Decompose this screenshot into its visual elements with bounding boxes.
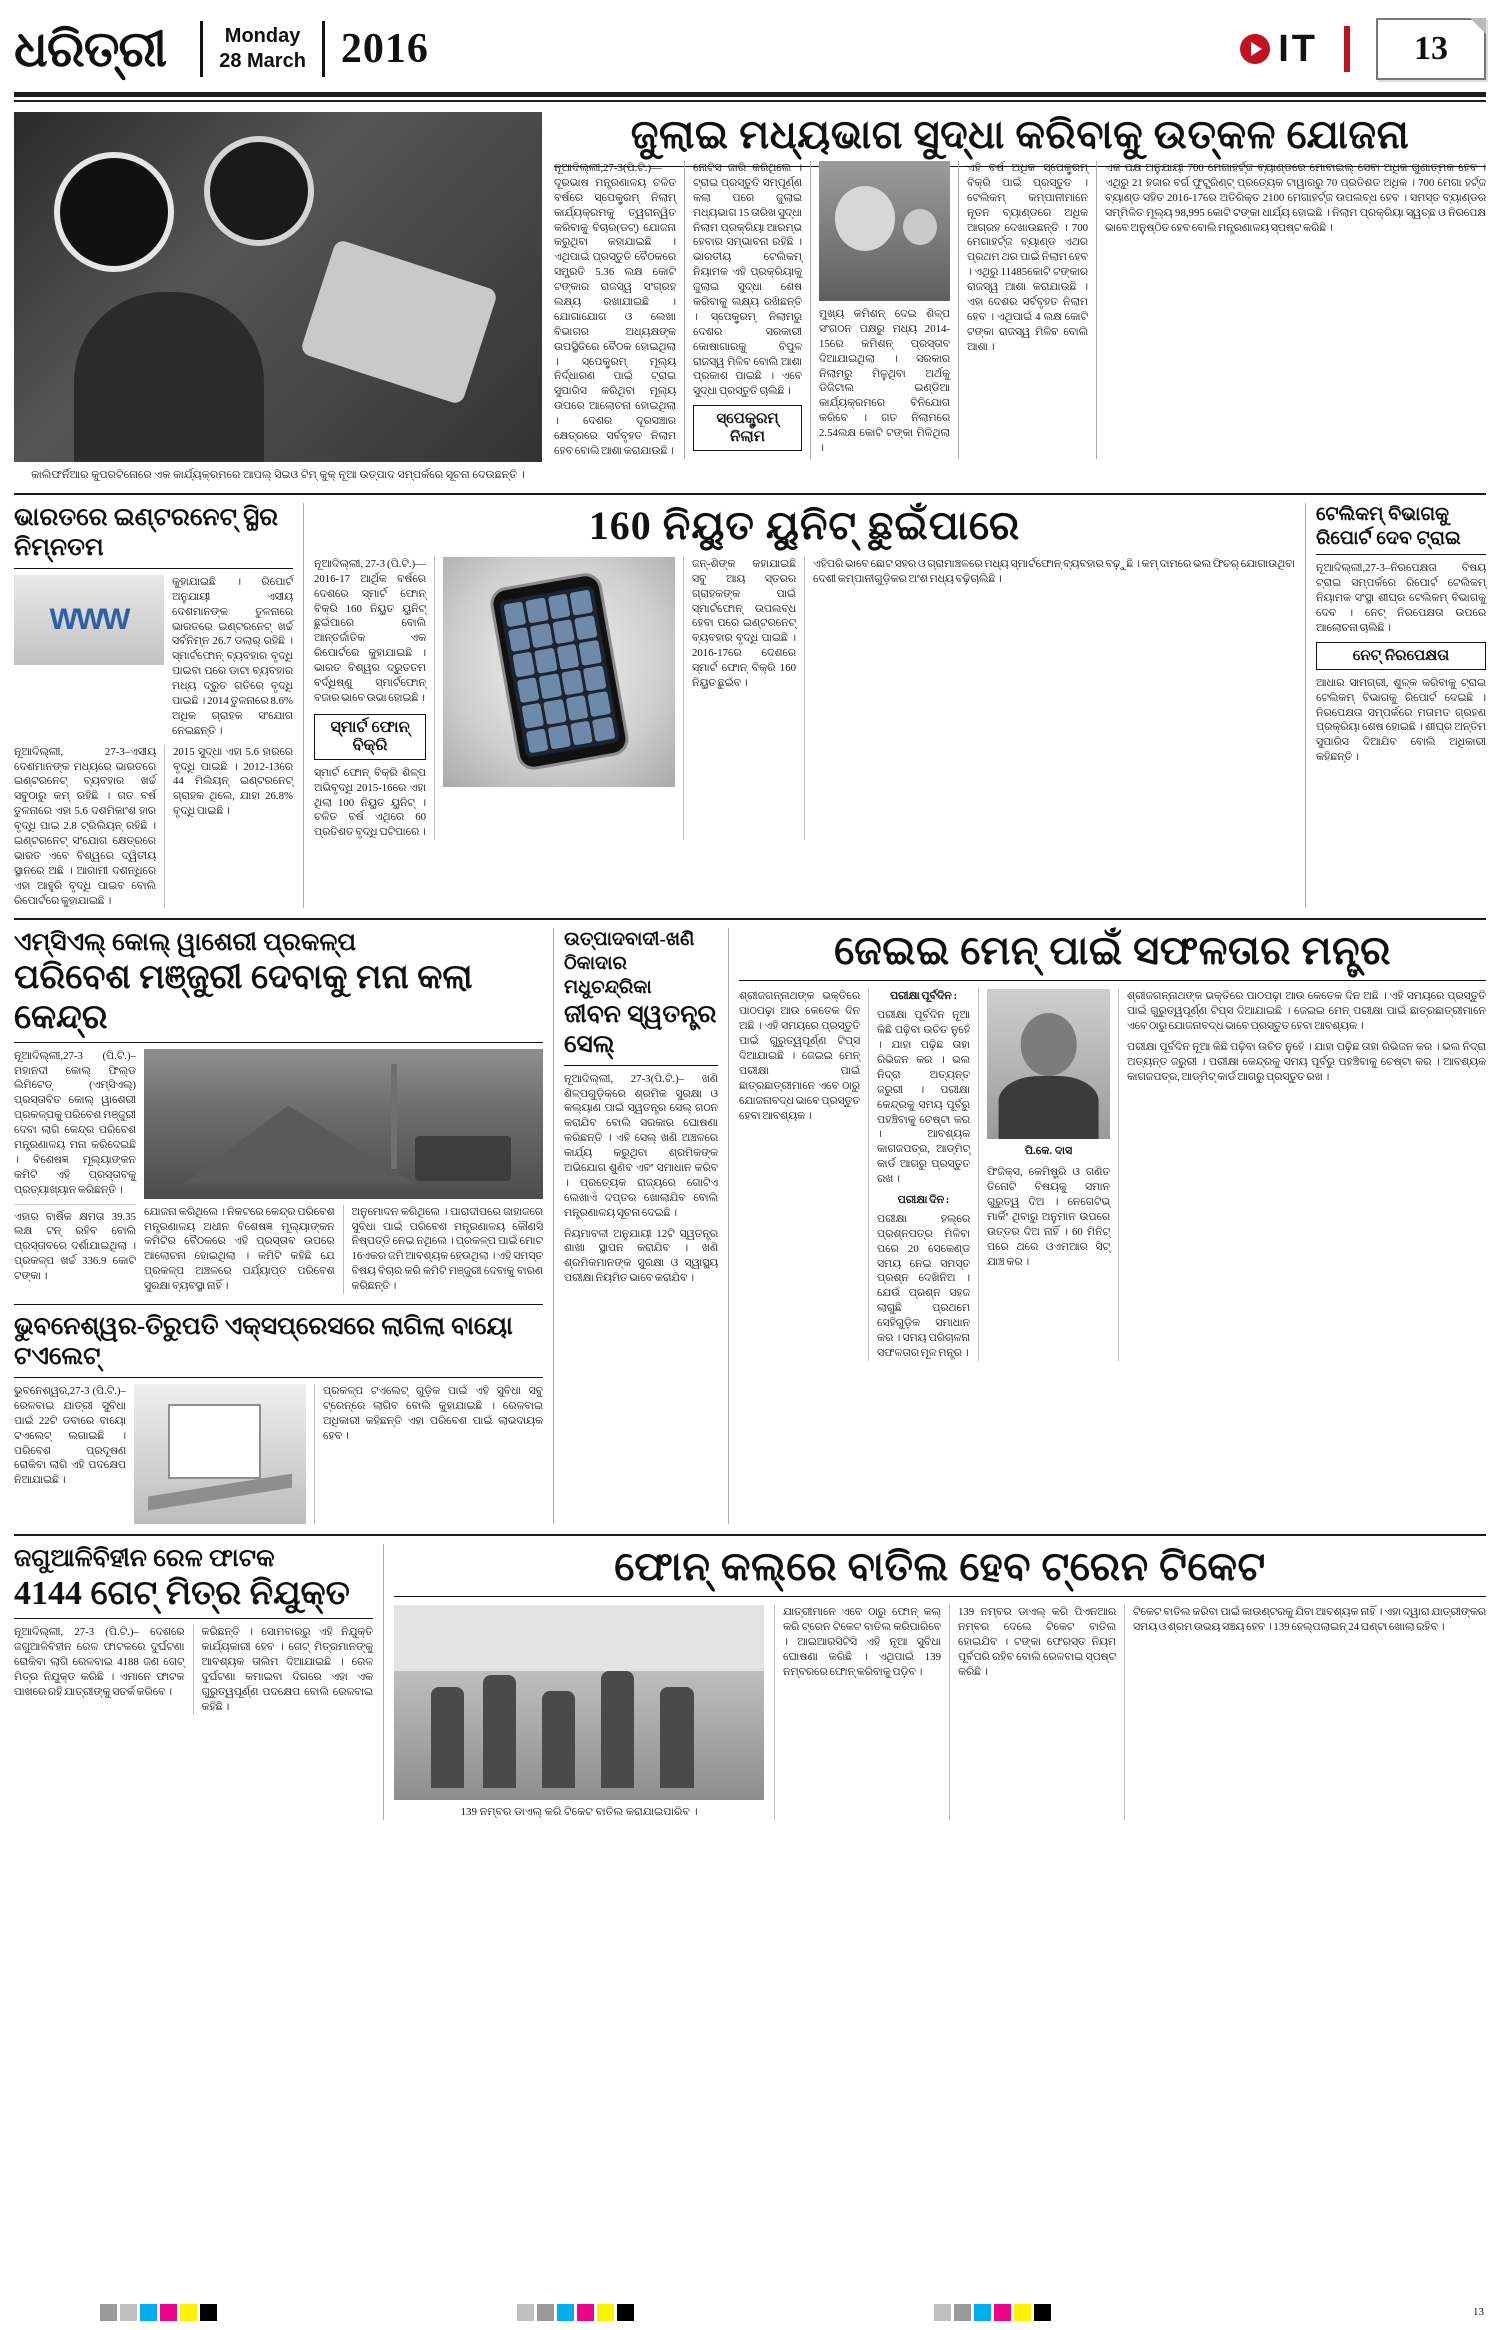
gate-mitra-story [14, 1544, 384, 1820]
masthead-logo: ଧରିତ୍ରୀ [14, 20, 167, 77]
internet-col-2-top: କୁହାଯାଇଛି । ରିପୋର୍ଟ ଅନୁଯାୟୀ ଏସୀୟ ଦେଶମାନଙ୍କ ତୁଳନାରେ ଭାରତରେ ଇଣ୍ଟରନେଟ୍ ଖର୍ଚ୍ଚ ସର୍ବନିମ୍ନ 26.7 ଡଲାର୍ ରହିଛି । ସ୍ମାର୍ଟଫୋନ୍ ବ୍ୟବହାର ବୃଦ୍ଧି ପାଇବା ପରେ ଡାଟା ବ୍ୟବହାର ମଧ୍ୟ ଦ୍ରୁତ ଗତିରେ ବୃଦ୍ଧି ପାଇଛି । 2014 ତୁଳନାରେ 8.6% ଅଧିକ ଗ୍ରାହକ ସଂଯୋଗ ନେଇଛନ୍ତି । [172, 575, 293, 737]
masthead [14, 10, 1486, 88]
telecom-report-headline: ଟେଲିକମ୍ ବିଭାଗକୁ ରିପୋର୍ଟ ଦେବ ଟ୍ରାଇ [1316, 503, 1486, 556]
masthead-divider-2 [322, 21, 325, 77]
ticket-cancel-story [384, 1544, 1486, 1820]
success-sub-2: ପରୀକ୍ଷା ଦିନ : [897, 1194, 950, 1207]
internet-col-1: ନୂଆଦିଲ୍ଲୀ, 27-3–ଏସୀୟ ଦେଶମାନଙ୍କ ମଧ୍ୟରେ ଭାରତରେ ଇଣ୍ଟରନେଟ୍ ବ୍ୟବହାର ଖର୍ଚ୍ଚ ସବୁଠାରୁ କମ୍ ରହିଛି । ଗତ ବର୍ଷ ତୁଳନାରେ ଏହା 5.6 ଦଶମିକାଂଶ ହାର ବୃଦ୍ଧି ପାଇ 2.8 ଟ୍ରିଲିୟନ୍ ରହିଛି । ଇଣ୍ଟରନେଟ୍ ସଂଯୋଗ କ୍ଷେତ୍ରରେ ଭାରତ ଏବେ ବିଶ୍ୱରେ ଦ୍ୱିତୀୟ ସ୍ଥାନରେ ଅଛି । ଆଗାମୀ ଦଶନ୍ଧିରେ ଏହା ଆହୁରି ବୃଦ୍ଧି ପାଇବ ବୋଲି ରିପୋର୍ଟରେ କୁହାଯାଇଛି । [14, 745, 156, 907]
escalator-headline: ଭୁବନେଶ୍ୱର-ତିରୁପତି ଏକ୍ସପ୍ରେସରେ ଲାଗିଲା ବାୟୋ ଟଏଲେଟ୍ [14, 1304, 543, 1378]
success-col-1: ଶ୍ରୀଜଗନ୍ନାଥଙ୍କ ଭକ୍ତିରେ ପାଠପଢ଼ା ଆଉ କେତେକ ଦିନ ଅଛି । ଏହି ସମୟରେ ପ୍ରସ୍ତୁତି ପାଇଁ ଗୁରୁତ୍ୱପୂର୍ଣ୍ଣ ଟିପ୍ସ ଦିଆଯାଇଛି । ଜେଇଇ ମେନ୍ ପରୀକ୍ଷା ପାଇଁ ଛାତ୍ରଛାତ୍ରୀମାନେ ଏବେ ଠାରୁ ଯୋଜନାବଦ୍ଧ ଭାବେ ପ୍ରସ୍ତୁତ ହେବା ଆବଶ୍ୟକ । [739, 989, 869, 1360]
masthead-rule-thin [14, 100, 1486, 102]
net-neutrality-box: ନେଟ୍ ନିରପେକ୍ଷତା [1316, 642, 1486, 670]
swatch-group-3 [934, 2304, 1051, 2321]
play-icon [1240, 34, 1270, 64]
lead-col-2: ନୋଟିସ ଜାରି କରିଥିଲେ । ଟ୍ରାଇ ପ୍ରସ୍ତୁତି ସମ୍ପୂର୍ଣ୍ଣ କଲା ପରେ ଜୁଲାଇ ମଧ୍ୟଭାଗ 15 ତାରିଖ ସୁଦ୍ଧା ନିଲାମ ପ୍ରକ୍ରିୟା ଆରମ୍ଭ ହେବାର ସମ୍ଭାବନା ରହିଛି । ଭାରତୀୟ ଟେଲିକମ୍ ନିୟାମକ ଏହି ପ୍ରକ୍ରିୟାକୁ ଜୁଲାଇ ସୁଦ୍ଧା ଶେଷ କରିବାକୁ ଲକ୍ଷ୍ୟ ରଖିଛନ୍ତି । ସ୍ପେକ୍ଟ୍ରମ୍ ନିଲାମରୁ ଦେଶର ସରକାରୀ କୋଷାଗାରକୁ ବିପୁଳ ରାଜସ୍ୱ ମିଳିବ ବୋଲି ଆଶା ପ୍ରକାଶ ପାଇଛି । ଏବେ ସୁଦ୍ଧା ପ୍ରସ୍ତୁତି ଚାଲିଛି । ସ୍ପେକ୍ଟ୍ରମ୍ ନିଲାମ [684, 161, 802, 459]
ticket-photo-block [394, 1605, 774, 1820]
lead-headline: ଜୁଲାଇ ମଧ୍ୟଭାଗ ସୁଦ୍ଧା କରିବାକୁ ଉତ୍କଳ ଯୋଜନା [554, 112, 1486, 167]
ticket-cancel-headline: ଫୋନ୍ କଲ୍‌ରେ ବାତିଲ ହେବ ଟ୍ରେନ ଟିକେଟ [394, 1544, 1486, 1597]
success-headline: ଜେଇଇ ମେନ୍ ପାଇଁ ସଫଳତାର ମନ୍ତ୍ର [739, 928, 1486, 981]
it-brand [1240, 28, 1318, 71]
success-author-block: ପି.କେ. ଦାସ ଫିଜିକ୍ସ, କେମିଷ୍ଟ୍ରି ଓ ଗଣିତ ତିନୋଟି ବିଷୟକୁ ସମାନ ଗୁରୁତ୍ୱ ଦିଅ । ନେଗେଟିଭ୍ ମାର୍କିଂ ଥିବାରୁ ଅନୁମାନ ଉପରେ ଉତ୍ତର ଦିଅ ନାହିଁ । 60 ମିନିଟ୍ ପରେ ଥରେ ଓଏମଆର ସିଟ୍ ଯାଞ୍ଚ କର । [979, 989, 1119, 1360]
gate-mitra-col-1: ନୂଆଦିଲ୍ଲୀ, 27-3 (ପି.ଟି.)– ଦେଶରେ ଜଗୁଆଳିବିହୀନ ରେଳ ଫାଟକରେ ଦୁର୍ଘଟଣା ରୋକିବା ଲାଗି ରେଳବାଇ 4188 ଜଣ ଗେଟ୍ ମିତ୍ର ନିଯୁକ୍ତ କରିଛି । ଏମାନେ ଫାଟକ ପାଖରେ ରହି ଯାତ୍ରୀଙ୍କୁ ସତର୍କ କରିବେ । [14, 1625, 194, 1714]
coal-group [14, 928, 554, 1524]
escalator-col-2: ପ୍ରକଳ୍ପ ଟଏଲେଟ୍ ଗୁଡ଼ିକ ପାଇଁ ଏହି ସୁବିଧା ସବୁ ଟ୍ରେନ୍ରେ ଲାଗିବ ବୋଲି କୁହାଯାଇଛି । ରେଳବାଇ ଅଧିକାରୀ କହିଛନ୍ତି ଏହା ପରିବେଶ ପାଇଁ ଲାଭଦାୟକ ହେବ । [314, 1384, 543, 1524]
masthead-day: Monday [224, 25, 301, 47]
success-col-4: ଶ୍ରୀଜଗନ୍ନାଥଙ୍କ ଭକ୍ତିରେ ପାଠପଢ଼ା ଆଉ କେତେକ ଦିନ ଅଛି । ଏହି ସମୟରେ ପ୍ରସ୍ତୁତି ପାଇଁ ଗୁରୁତ୍ୱପୂର୍ଣ୍ଣ ଟିପ୍ସ ଦିଆଯାଇଛି । ଜେଇଇ ମେନ୍ ପରୀକ୍ଷା ପାଇଁ ଛାତ୍ରଛାତ୍ରୀମାନେ ଏବେ ଠାରୁ ଯୋଜନାବଦ୍ଧ ଭାବେ ପ୍ରସ୍ତୁତ ହେବା ଆବଶ୍ୟକ । ପରୀକ୍ଷା ପୂର୍ବଦିନ ନୂଆ କିଛି ପଢ଼ିବା ଉଚିତ ନୁହେଁ । ଯାହା ପଢ଼ିଛ ତାହା ରିଭିଜନ କର । ଭଲ ନିଦ୍ରା ଅତ୍ୟନ୍ତ ଜରୁରୀ । ପରୀକ୍ଷା କେନ୍ଦ୍ରକୁ ସମୟ ପୂର୍ବରୁ ପହଞ୍ଚିବାକୁ ଚେଷ୍ଟା କର । ଆବଶ୍ୟକ କାଗଜପତ୍ର, ଆଡ୍ମିଟ୍ କାର୍ଡ ଆଗରୁ ପ୍ରସ୍ତୁତ ରଖ । [1127, 990, 1486, 1083]
coal-col-2: ଯୋଜନା କରିଥିଲେ । ନିକଟରେ କେନ୍ଦ୍ର ପରିବେଶ ମନ୍ତ୍ରଣାଳୟ ଅଧୀନ ବିଶେଷଜ୍ଞ ମୂଲ୍ୟାଙ୍କନ କମିଟିର ବୈଠକରେ ଏହି ପ୍ରସ୍ତାବ ଉପରେ ଆଲୋଚନା ହୋଇଥିଲା । କମିଟି କହିଛି ଯେ ପ୍ରକଳ୍ପ ଅଞ୍ଚଳରେ ପର୍ଯ୍ୟାପ୍ତ ପରିବେଶ ସୁରକ୍ଷା ବ୍ୟବସ୍ଥା ନାହିଁ । [144, 1205, 344, 1294]
coal-kicker: ଏମ୍ସିଏଲ୍ କୋଲ୍ ୱାଶେରୀ ପ୍ରକଳ୍ପ [14, 929, 357, 957]
it-label: IT [1278, 27, 1318, 70]
lead-col-5: ଏକ ପକ୍ଷ ଅନୁଯାୟୀ 700 ମେଗାହର୍ଟ୍ଜ ବ୍ୟାଣ୍ଡରେ ମୋବାଇଲ୍ ସେବା ଅଧିକ ଗୁଣାତ୍ମକ ହେବ । ଏଥିରୁ 21 ହଜାର ବର୍ଗ ଫୁଟ୍ପ୍ରିଣ୍ଟ୍ ପ୍ରତ୍ୟେକ ଟାୱାରରୁ 70 ପ୍ରତିଶତ ଅଧିକ । 700 ମେଗା ହର୍ଟ୍ଜ ବ୍ୟାଣ୍ଡ ସହିତ 2016-17ରେ ଅତିରିକ୍ତ 2100 ମେଗାହର୍ଟ୍ଜ ଉପଲବ୍ଧ ହେବ । ସମସ୍ତ ବ୍ୟାଣ୍ଡର ସମ୍ମିଳିତ ମୂଲ୍ୟ 98,995 କୋଟି ଟଙ୍କା ଧାର୍ଯ୍ୟ ହୋଇଛି । ନିଲାମ ପ୍ରକ୍ରିୟା ସ୍ୱଚ୍ଛ ଓ ନିରପେକ୍ଷ ଭାବେ ଅନୁଷ୍ଠିତ ହେବ ବୋଲି ମନ୍ତ୍ରଣାଳୟ ସ୍ପଷ୍ଟ କରିଛି । [1096, 161, 1486, 459]
telecom-report-story: ଟେଲିକମ୍ ବିଭାଗକୁ ରିପୋର୍ଟ ଦେବ ଟ୍ରାଇ ନୂଆଦିଲ୍ଲୀ,27-3–ନିରପେକ୍ଷତା ବିଷୟ ଟ୍ରାଇ ସମ୍ପର୍କରେ ରିପୋର୍ଟ ଟେଲିକମ୍ ନିୟାମକ ସଂସ୍ଥା ଶୀଘ୍ର ଟେଲିକମ୍ ବିଭାଗକୁ ଦେବ । ନେଟ୍ ନିରପେକ୍ଷତା ଉପରେ ଆଲୋଚନା ଚାଲିଛି । ନେଟ୍ ନିରପେକ୍ଷତା ଆଧାର ସାମଗ୍ରୀ, ଶୁଳ୍କ କରିବାକୁ ଟ୍ରାଇ ଟେଲିକମ୍ ବିଭାଗକୁ ରିପୋର୍ଟ ଦେଇଛି । ନିରପେକ୍ଷତା ସମ୍ପର୍କରେ ମତାମତ ଗ୍ରହଣ ପ୍ରକ୍ରିୟା ଶେଷ ହୋଇଛି । ଶୀଘ୍ର ଅନ୍ତିମ ସୁପାରିସ ଦିଆଯିବ ବୋଲି ଅଧିକାରୀ କହିଛନ୍ତି । [1316, 503, 1486, 764]
coal-col-1: ନୂଆଦିଲ୍ଲୀ,27-3 (ପି.ଟି.)–ମହାନଦୀ କୋଲ୍ ଫିଲ୍ଡ ଲିମିଟେଡ୍ (ଏମ୍ସିଏଲ୍) ପ୍ରସ୍ତାବିତ କୋଲ୍ ୱାଶେରୀ ପ୍ରକଳ୍ପକୁ ପରିବେଶ ମଞ୍ଜୁରୀ ଦେବା ଲାଗି କେନ୍ଦ୍ର ପରିବେଶ ମନ୍ତ୍ରଣାଳୟ ମନା କରିଦେଇଛି । ବିଶେଷଜ୍ଞ ମୂଲ୍ୟାଙ୍କନ କମିଟି ଏହି ପ୍ରସ୍ତାବକୁ ପ୍ରତ୍ୟାଖ୍ୟାନ କରିଛନ୍ତି । ଏହାର ବାର୍ଷିକ କ୍ଷମତା 39.35 ଲକ୍ଷ ଟନ୍ ରହିବ ବୋଲି ପ୍ରସ୍ତାବରେ ଦର୍ଶାଯାଇଥିଲା । ପ୍ରକଳ୍ପ ଖର୍ଚ୍ଚ 336.9 କୋଟି ଟଙ୍କା । [14, 1049, 136, 1283]
internet-globe-photo [14, 575, 164, 739]
coal-right [144, 1049, 543, 1294]
success-story [729, 928, 1486, 1524]
ticket-col-2: 139 ନମ୍ବର ଡାଏଲ୍ କରି ପିଏନଆର ନମ୍ବର ଦେଲେ ଟିକେଟ ବାତିଲ ହୋଇଯିବ । ଟଙ୍କା ଫେରସ୍ତ ନିୟମ ପୂର୍ବପରି ରହିବ ବୋଲି ରେଳବାଇ ସ୍ପଷ୍ଟ କରିଛି । [949, 1605, 1124, 1820]
escalator-photo [134, 1384, 314, 1524]
satellite-dish-photo [819, 161, 950, 301]
smartphone-photo [443, 557, 675, 787]
second-band [14, 503, 1486, 921]
page-corner-fold-icon [1470, 18, 1486, 34]
smartphone-col-1: ନୂଆଦିଲ୍ଲୀ, 27-3 (ପି.ଟି.)—2016-17 ଆର୍ଥିକ ବର୍ଷରେ ଦେଶରେ ସ୍ମାର୍ଟ ଫୋନ୍ ବିକ୍ରି 160 ନିୟୁତ ୟୁନିଟ୍ ଛୁଇଁପାରେ ବୋଲି ଆନ୍ତର୍ଜାତିକ ଏକ ରିପୋର୍ଟରେ କୁହାଯାଇଛି । ଭାରତ ବିଶ୍ୱର ଦ୍ରୁତତମ ବର୍ଦ୍ଧିଷ୍ଣୁ ସ୍ମାର୍ଟଫୋନ୍ ବଜାର ଭାବେ ଉଭା ହୋଇଛି । ସ୍ମାର୍ଟ ଫୋନ୍ ବିକ୍ରି ସ୍ମାର୍ଟ ଫୋନ୍ ବିକ୍ରି ଶିଳ୍ପ ଅଭିବୃଦ୍ଧି 2015-16ରେ ଏହା ଥିଲା 100 ନିୟୁତ ୟୁନିଟ୍ । ଚଳିତ ବର୍ଷ ଏଥିରେ 60 ପ୍ରତିଶତ ବୃଦ୍ଧି ଘଟିପାରେ । [314, 557, 426, 839]
footer-page-number: 13 [1473, 2306, 1484, 2318]
lead-col-1: ନୂଆଦିଲ୍ଲୀ,27-3(ପି.ଟି.)—ଦୂରଭାଷ ମନ୍ତ୍ରଣାଳୟ ଚଳିତ ବର୍ଷରେ ସ୍ପେକ୍ଟ୍ରମ୍ ନିଲାମ୍ କାର୍ଯ୍ୟକ୍ରମକୁ ତ୍ୱରାନ୍ୱିତ କରିବାକୁ ବିଚାର(ଡଟ୍) ଯୋଜନା କରୁଥିବା କହାଯାଇଛି । ଏଥିପାଇଁ ପ୍ରସ୍ତୁତି ବୈଠକରେ ସମ୍ପ୍ରତି 5.36 ଲକ୍ଷ କୋଟି ଟଙ୍କାର ରାଜସ୍ୱ ସଂଗ୍ରହ ଲକ୍ଷ୍ୟ ରଖାଯାଇଛି । ଯୋଗାଯୋଗ ଓ ଲେଖା ବିଭାଗର ଅଧ୍ୟକ୍ଷଙ୍କ ଉପସ୍ଥିତିରେ ବୈଠକ ହୋଇଥିଲା । ସ୍ପେକ୍ଟ୍ରମ୍ ମୂଲ୍ୟ ନିର୍ଦ୍ଧାରଣ ପାଇଁ ଟ୍ରାଇ ସୁପାରିସ କରିଥିବା ମୂଲ୍ୟ ଉପରେ ଆଲୋଚନା ହୋଇଥିଲା । ଦେଶର ଦୂରସଞ୍ଚାର କ୍ଷେତ୍ରରେ ସର୍ବବୃହତ ନିଲାମ ହେବ ବୋଲି ଆଶା କରାଯାଉଛି । [554, 162, 676, 457]
success-sub-1: ପରୀକ୍ଷା ପୂର୍ବଦିନ : [889, 990, 958, 1003]
masthead-date-number: 28 March [219, 50, 306, 72]
www-globe-icon: WWW [14, 575, 164, 665]
coal-washery-photo [144, 1049, 543, 1199]
smartphone-photo-block [434, 557, 684, 840]
lead-col-3: ମୁଖ୍ୟ କମିଶନ୍ ଦେଇ ଶିଳ୍ପ ସଂଗଠନ ପକ୍ଷରୁ ମଧ୍ୟ 2014-15ରେ କମିଶନ୍ ପ୍ରସ୍ତାବ ଦିଆଯାଇଥିଲା । ସରକାର ନିଲାମରୁ ମିଳୁଥିବା ଅର୍ଥକୁ ଡିଜିଟାଲ ଇଣ୍ଡିଆ କାର୍ଯ୍ୟକ୍ରମରେ ବିନିଯୋଗ କରିବେ । ଗତ ନିଲାମରେ 2.54ଲକ୍ଷ କୋଟି ଟଙ୍କା ମିଳିଥିଲା । [810, 161, 950, 459]
page-number-card [1376, 18, 1486, 80]
red-divider [1344, 26, 1350, 72]
masthead-right [1240, 18, 1486, 80]
independent-story: ଉତ୍ପାଦବାଦୀ-ଖଣି ଠିକାଦାର ମଧୁଚନ୍ଦ୍ରିକା ଜୀବନ ସ୍ୱତନ୍ତ୍ର ସେଲ୍ ନୂଆଦିଲ୍ଲୀ, 27-3(ପି.ଟି.)– ଖଣି ଶିଳ୍ପଗୁଡ଼ିକରେ ଶ୍ରମିକ ସୁରକ୍ଷା ଓ କଲ୍ୟାଣ ପାଇଁ ସ୍ୱତନ୍ତ୍ର ସେଲ୍ ଗଠନ କରାଯିବ ବୋଲି ସରକାର ଘୋଷଣା କରିଛନ୍ତି । ଏହି ସେଲ୍ ଖଣି ଅଞ୍ଚଳରେ କାର୍ଯ୍ୟ କରୁଥିବା ଶ୍ରମିକଙ୍କ ଅଭିଯୋଗ ଶୁଣିବ ଏବଂ ସମାଧାନ କରିବ । ପ୍ରତ୍ୟେକ ରାଜ୍ୟରେ ଗୋଟିଏ ଲେଖାଏଁ ଦପ୍ତର ଖୋଲାଯିବ ବୋଲି ମନ୍ତ୍ରଣାଳୟ ସୂଚନା ଦେଇଛି । ନିୟମାବଳୀ ଅନୁଯାୟୀ 12ଟି ସ୍ୱତନ୍ତ୍ର ଶାଖା ସ୍ଥାପନ କରାଯିବ । ଖଣି ଶ୍ରମିକମାନଙ୍କ ସୁରକ୍ଷା ଓ ସ୍ୱାସ୍ଥ୍ୟ ପରୀକ୍ଷା ନିୟମିତ ଭାବେ କରାଯିବ । [554, 928, 729, 1524]
smartphone-col-4: ଏହିପରି ଭାବେ ଛୋଟ ସହର ଓ ଗ୍ରାମାଞ୍ଚଳରେ ମଧ୍ୟ ସ୍ମାର୍ଟଫୋନ୍ ବ୍ୟବହାର ବଢ଼ୁଛି । କମ୍ ଦାମରେ ଭଲ ଫିଚର୍ ଯୋଗାଉଥିବା ଦେଶୀ କମ୍ପାନୀଗୁଡ଼ିକର ଅଂଶ ମଧ୍ୟ ବଢ଼ିଚାଲିଛି । [804, 557, 1295, 840]
masthead-divider-1 [200, 21, 203, 77]
ticket-photo-caption: 139 ନମ୍ବର ଡାଏଲ୍ କରି ଟିକେଟ ବାତିଲ କରାଯାଇପାରିବ । [460, 1805, 698, 1818]
escalator-col-1: ଭୁବନେଶ୍ୱର,27-3 (ପି.ଟି.)– ରେଳବାଇ ଯାତ୍ରୀ ସୁବିଧା ପାଇଁ 22ଟି ଡବାରେ ବାୟୋ ଟଏଲେଟ୍ ଲଗାଇଛି । ପରିବେଶ ପ୍ରଦୂଷଣ ରୋକିବା ଲାଗି ଏହି ପଦକ୍ଷେପ ନିଆଯାଇଛି । [14, 1384, 126, 1487]
masthead-rule-thick [14, 92, 1486, 97]
internet-headline: ଭାରତରେ ଇଣ୍ଟରନେଟ୍ ସ୍ଥିର ନିମ୍ନତମ [14, 503, 293, 569]
gate-mitra-kicker: ଜଗୁଆଳିବିହୀନ ରେଳ ଫାଟକ [14, 1544, 275, 1572]
author-portrait [987, 989, 1110, 1139]
ticket-col-3: ଟିକେଟ ବାତିଲ କରିବା ପାଇଁ କାଉଣ୍ଟରକୁ ଯିବା ଆବଶ୍ୟକ ନାହିଁ । ଏହା ଦ୍ୱାରା ଯାତ୍ରୀଙ୍କର ସମୟ ଓ ଶ୍ରମ ଉଭୟ ସଞ୍ଚୟ ହେବ । 139 ହେଲ୍ପଲାଇନ୍ 24 ଘଣ୍ଟା ଖୋଲା ରହିବ । [1124, 1605, 1486, 1820]
lead-photo-block [14, 112, 554, 483]
gate-mitra-headline: 4144 ଗେଟ୍ ମିତ୍ର ନିଯୁକ୍ତ [14, 1574, 373, 1619]
smartphone-headline: 160 ନିୟୁତ ୟୁନିଟ୍ ଛୁଇଁପାରେ [588, 502, 1021, 548]
page-number: 13 [1414, 30, 1448, 67]
internet-story [14, 503, 304, 909]
lead-col-4: ଏହି ବର୍ଷ ଅଧିକ ସ୍ପେକ୍ଟ୍ରମ୍ ବିକ୍ରି ପାଇଁ ପ୍ରସ୍ତୁତ । ଟେଲିକମ୍ କମ୍ପାନୀମାନେ ନୂତନ ବ୍ୟାଣ୍ଡରେ ଅଧିକ ଆଗ୍ରହ ଦେଖାଉଛନ୍ତି । 700 ମେଗାହର୍ଟ୍ଜ ବ୍ୟାଣ୍ଡ ଏଥର ପ୍ରଥମ ଥର ପାଇଁ ନିଲାମ ହେବ । ଏଥିରୁ 11485କୋଟି ଟଙ୍କାର ରାଜସ୍ୱ ଆଶା କରାଯାଉଛି । ଏହା ଦେଶର ସର୍ବବୃହତ ନିଲାମ ହେବ । ଏଥିପାଇଁ 4 ଲକ୍ଷ କୋଟି ଟଙ୍କା ରାଜସ୍ୱ ମିଳିବ ବୋଲି ଆଶା । [958, 161, 1088, 459]
masthead-year: 2016 [340, 26, 429, 72]
swatch-group-2 [517, 2304, 634, 2321]
independent-headline: ଜୀବନ ସ୍ୱତନ୍ତ୍ର ସେଲ୍ [564, 1000, 718, 1066]
success-col-2: ପରୀକ୍ଷା ପୂର୍ବଦିନ : ପରୀକ୍ଷା ପୂର୍ବଦିନ ନୂଆ କିଛି ପଢ଼ିବା ଉଚିତ ନୁହେଁ । ଯାହା ପଢ଼ିଛ ତାହା ରିଭିଜନ କର । ଭଲ ନିଦ୍ରା ଅତ୍ୟନ୍ତ ଜରୁରୀ । ପରୀକ୍ଷା କେନ୍ଦ୍ରକୁ ସମୟ ପୂର୍ବରୁ ପହଞ୍ଚିବାକୁ ଚେଷ୍ଟା କର । ଆବଶ୍ୟକ କାଗଜପତ୍ର, ଆଡ୍ମିଟ୍ କାର୍ଡ ଆଗରୁ ପ୍ରସ୍ତୁତ ରଖ । ପରୀକ୍ଷା ଦିନ : ପରୀକ୍ଷା ହଲ୍‌ରେ ପ୍ରଶ୍ନପତ୍ର ମିଳିବା ପରେ 20 ସେକେଣ୍ଡ ସମୟ ନେଇ ସମସ୍ତ ପ୍ରଶ୍ନ ଦେଖିନିଅ । ଯେଉଁ ପ୍ରଶ୍ନ ସହଜ ଲାଗୁଛି ପ୍ରଥମେ ସେହିଗୁଡ଼ିକ ସମାଧାନ କର । ସମୟ ପରିଚାଳନା ସଫଳତାର ମୂଳ ମନ୍ତ୍ର । [869, 989, 979, 1360]
author-name: ପି.କେ. ଦାସ [1024, 1145, 1073, 1158]
spectrum-auction-box: ସ୍ପେକ୍ଟ୍ରମ୍ ନିଲାମ [693, 405, 802, 451]
coal-col-3: ଅନୁମୋଦନ କରିଥିଲେ । ପାରାଦୀପରେ ଜାହାଜରେ ସୁବିଧା ପାଇଁ ପରିବେଶ ମନ୍ତ୍ରଣାଳୟ କୌଣସି ନିଷ୍ପତ୍ତି ନେଇ ନଥିଲେ । ପ୍ରକଳ୍ପ ପାଇଁ ମୋଟ 16ଏକର ଜମି ଆବଶ୍ୟକ ହେଉଥିଲା । ଏହି ସମସ୍ତ ବିଷୟ ବିଚାର କରି କମିଟି ମଞ୍ଜୁରୀ ଦେବାକୁ ବାରଣ କରିଛନ୍ତି । [351, 1205, 543, 1293]
internet-col-3: 2015 ସୁଦ୍ଧା ଏହା 5.6 ହାରରେ ବୃଦ୍ଧି ପାଇଛି । 2012-13ରେ 44 ମିଲିୟନ୍ ଇଣ୍ଟରନେଟ୍ ଗ୍ରାହକ ଥିଲେ, ଯାହା 26.8% ବୃଦ୍ଧି ପାଇଛି । [164, 745, 293, 909]
third-band [14, 928, 1486, 1536]
apple-keynote-photo [14, 112, 542, 462]
swatch-group-1 [100, 2304, 217, 2321]
gate-mitra-col-2: କରିଛନ୍ତି । ସୋମବାରରୁ ଏହି ନିଯୁକ୍ତି କାର୍ଯ୍ୟକାରୀ ହେବ । ଗେଟ୍ ମିତ୍ରମାନଙ୍କୁ ଆବଶ୍ୟକ ତାଲିମ ଦିଆଯାଇଛି । ରେଳ ଦୁର୍ଘଟଣା କମାଇବା ଦିଗରେ ଏହା ଏକ ଗୁରୁତ୍ୱପୂର୍ଣ୍ଣ ପଦକ୍ଷେପ ବୋଲି ରେଳବାଇ କହିଛି । [201, 1626, 373, 1713]
coal-headline: ପରିବେଶ ମଞ୍ଜୁରୀ ଦେବାକୁ ମନା କଲା କେନ୍ଦ୍ର [14, 958, 543, 1042]
masthead-date [219, 24, 306, 74]
print-registration-bar [0, 2294, 1500, 2330]
smartphone-sales-box: ସ୍ମାର୍ଟ ଫୋନ୍ ବିକ୍ରି [314, 714, 426, 760]
lead-photo-caption: କାଲିଫର୍ନିଆର କୁପରଟିନୋରେ ଏକ କାର୍ଯ୍ୟକ୍ରମରେ ଆପଲ୍ ସିଇଓ ଟିମ୍ କୁକ୍ ନୂଆ ଉତ୍ପାଦ ସମ୍ପର୍କରେ ସୂଚନା ଦେଉଛନ୍ତି । [31, 469, 525, 481]
smartphone-col-3: ଜନ୍-ଶିଙ୍କ କହାଯାଇଛି ସବୁ ଆୟ ସ୍ତରର ଗ୍ରାହକଙ୍କ ପାଇଁ ସ୍ମାର୍ଟଫୋନ୍ ଉପଲବ୍ଧ ହେବା ପରେ ଇଣ୍ଟରନେଟ୍ ବ୍ୟବହାର ବୃଦ୍ଧି ପାଇଛି । 2016-17ରେ ଦେଶରେ ସ୍ମାର୍ଟ ଫୋନ୍ ବିକ୍ରି 160 ନିୟୁତ ଛୁଇଁବ । [692, 557, 796, 689]
lead-story [14, 112, 1486, 495]
train-band [14, 1544, 1486, 1830]
independent-kicker: ଉତ୍ପାଦବାଦୀ-ଖଣି ଠିକାଦାର ମଧୁଚନ୍ଦ୍ରିକା [564, 929, 695, 998]
lead-text-block [554, 112, 1486, 483]
ticket-counter-photo [394, 1605, 764, 1800]
smartphone-story [304, 503, 1306, 909]
ticket-col-1: ଯାତ୍ରୀମାନେ ଏବେ ଠାରୁ ଫୋନ୍ କଲ୍ କରି ଟ୍ରେନ ଟିକେଟ ବାତିଲ କରିପାରିବେ । ଆଇଆରସିଟିସି ଏହି ନୂଆ ସୁବିଧା ଘୋଷଣା କରିଛି । ଏଥିପାଇଁ 139 ନମ୍ବରରେ ଫୋନ୍ କରିବାକୁ ପଡ଼ିବ । [774, 1605, 949, 1820]
